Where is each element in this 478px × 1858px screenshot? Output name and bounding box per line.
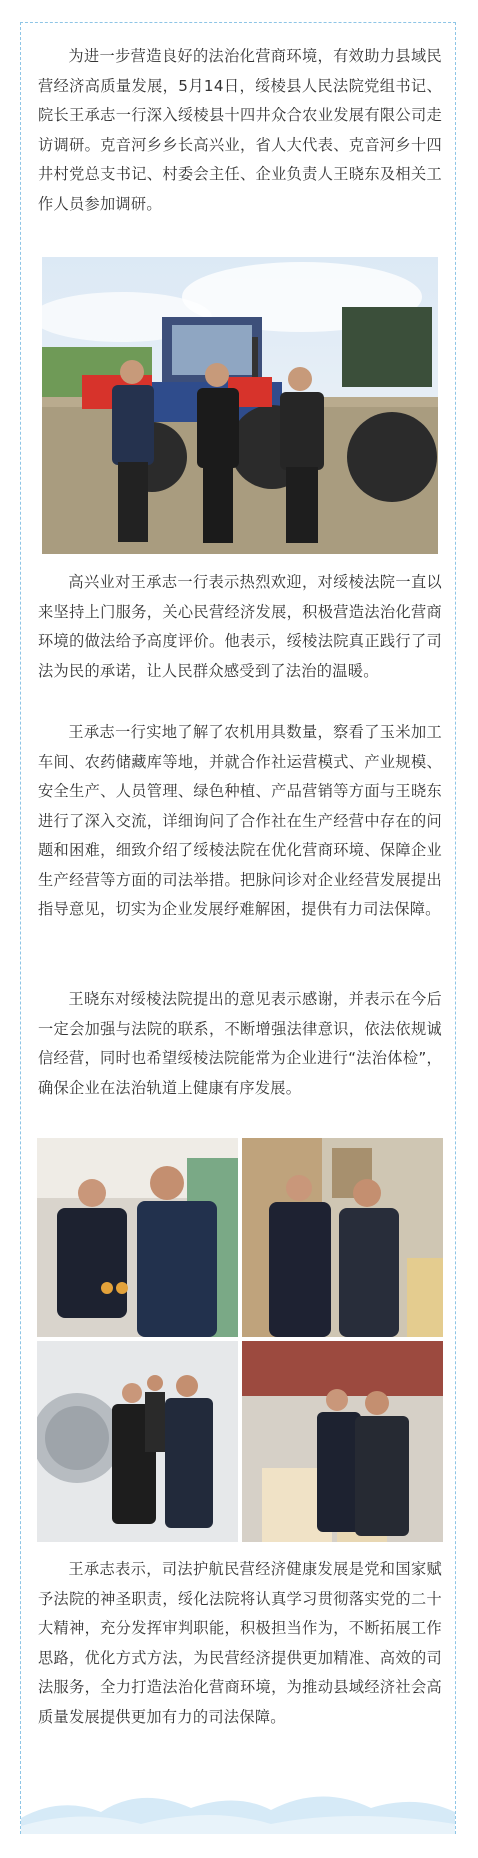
photo-storage-room	[242, 1138, 443, 1337]
photo-pesticide-warehouse	[242, 1341, 443, 1542]
photo-grid	[37, 1138, 443, 1542]
paragraph-inspection: 王承志一行实地了解了农机用具数量，察看了玉米加工车间、农药储藏库等地，并就合作社运营模式、产业规模、安全生产、人员管理、绿色种植、产品营销等方面与王晓东进行了深入交流，详细询问了合作社在生产经营中存在的问题和困难，细致介绍了绥棱法院在优化营商环境、保障企业生产经营等方面的司法举措。把脉问诊对企业经营发展提出指导意见，切实为企业发展纾难解困，提供有力司法保障。	[38, 723, 442, 918]
paragraph-thanks: 王晓东对绥棱法院提出的意见表示感谢，并表示在今后一定会加强与法院的联系，不断增强法律意识，依法依规诚信经营，同时也希望绥棱法院能常为企业进行“法治体检”，确保企业在法治轨道上健康有序发展。	[38, 990, 442, 1097]
paragraph-conclusion: 王承志表示，司法护航民营经济健康发展是党和国家赋予法院的神圣职责，绥化法院将认真学习贯彻落实党的二十大精神，充分发挥审判职能，积极担当作为，不断拓展工作思路，优化方式方法，为民营经济提供更加精准、高效的司法服务，全力打造法治化营商环境，为推动县域经济社会高质量发展提供更加有力的司法保障。	[38, 1560, 442, 1726]
photo-tractor-visit	[42, 257, 438, 554]
paragraph-intro: 为进一步营造良好的法治化营商环境，有效助力县域民营经济高质量发展，5月14日，绥棱县人民法院党组书记、院长王承志一行深入绥棱县十四井众合农业发展有限公司走访调研。克音河乡乡长高兴业，省人大代表、克音河乡十四井村党总支书记、村委会主任、企业负责人王晓东及相关工作人员参加调研。	[38, 47, 442, 213]
paragraph-welcome: 高兴业对王承志一行表示热烈欢迎，对绥棱法院一直以来坚持上门服务，关心民营经济发展，积极营造法治化营商环境的做法给予高度评价。他表示，绥棱法院真正践行了司法为民的承诺，让人民群众感受到了法治的温暖。	[38, 573, 442, 680]
photo-corn-inspection	[37, 1138, 238, 1337]
photo-processing-workshop	[37, 1341, 238, 1542]
footer-wave-decoration	[21, 1778, 455, 1834]
